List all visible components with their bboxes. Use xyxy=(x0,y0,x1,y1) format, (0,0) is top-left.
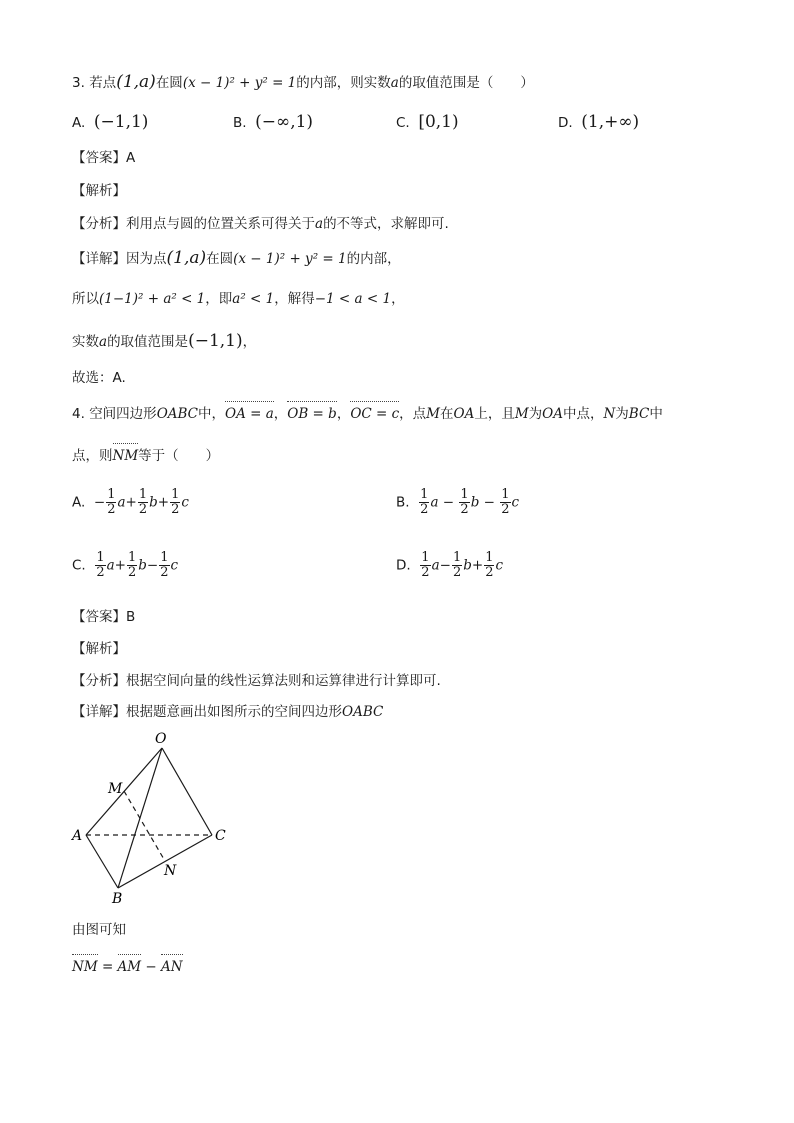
q4-detail: 【详解】根据题意画出如图所示的空间四边形OABC xyxy=(72,704,384,720)
q3-option-b[interactable]: B. (−∞,1) xyxy=(233,112,314,132)
q4-stem-line2: 点，则NM等于（ ） xyxy=(72,448,220,464)
q4-option-d[interactable]: D. $\frac{1}{2}$ a− $\frac{1}{2}$ b+ $\frac{1}{2}$ c xyxy=(396,550,504,580)
q4-fenxi: 【分析】根据空间向量的线性运算法则和运算律进行计算即可. xyxy=(72,673,441,689)
label-b: B xyxy=(112,891,123,907)
q3-answer: 【答案】A xyxy=(72,150,136,166)
q4-option-b[interactable]: B. $\frac{1}{2}$ a − $\frac{1}{2}$ b − $\frac{1}{2}$ c xyxy=(396,487,520,517)
q3-range: 实数a的取值范围是(−1,1)， xyxy=(72,331,257,351)
q3-choose: 故选：A. xyxy=(72,370,126,386)
quadrilateral-figure xyxy=(68,730,238,910)
q3-option-c[interactable]: C. [0,1) xyxy=(396,112,459,132)
q4-from-figure: 由图可知 xyxy=(72,922,126,938)
q4-analysis-label: 【解析】 xyxy=(72,641,126,657)
q4-stem-line1: 4. 空间四边形OABC中，OA = a，OB = b，OC = c，点M在OA上，且M为OA中点，N为BC中 xyxy=(72,406,663,422)
q3-option-a[interactable]: A. (−1,1) xyxy=(72,112,149,132)
q4-answer: 【答案】B xyxy=(72,609,136,625)
edge-oc xyxy=(162,748,212,835)
q3-so: 所以(1−1)² + a² < 1，即a² < 1，解得−1 < a < 1， xyxy=(72,291,405,307)
q3-fenxi: 【分析】利用点与圆的位置关系可得关于a的不等式，求解即可. xyxy=(72,216,449,232)
q3-option-d[interactable]: D. (1,+∞) xyxy=(558,112,640,132)
label-c: C xyxy=(215,828,226,844)
label-n: N xyxy=(164,863,177,879)
q3-analysis-label: 【解析】 xyxy=(72,183,126,199)
edge-ab xyxy=(86,835,118,888)
q4-equation: NM = AM − AN xyxy=(72,959,183,975)
label-a: A xyxy=(72,828,83,844)
q4-option-c[interactable]: C. $\frac{1}{2}$ a+ $\frac{1}{2}$ b− $\frac{1}{2}$ c xyxy=(72,550,179,580)
label-o: O xyxy=(155,731,167,747)
label-m: M xyxy=(108,781,123,797)
q4-option-a[interactable]: A. − $\frac{1}{2}$ a+ $\frac{1}{2}$ b+ $\frac{1}{2}$ c xyxy=(72,487,189,517)
q3-detail: 【详解】因为点(1,a)在圆(x − 1)² + y² = 1的内部， xyxy=(72,248,401,268)
q3-stem: 3. 若点(1,a)在圆(x − 1)² + y² = 1的内部，则实数a的取值范围是（ ） xyxy=(72,72,534,92)
